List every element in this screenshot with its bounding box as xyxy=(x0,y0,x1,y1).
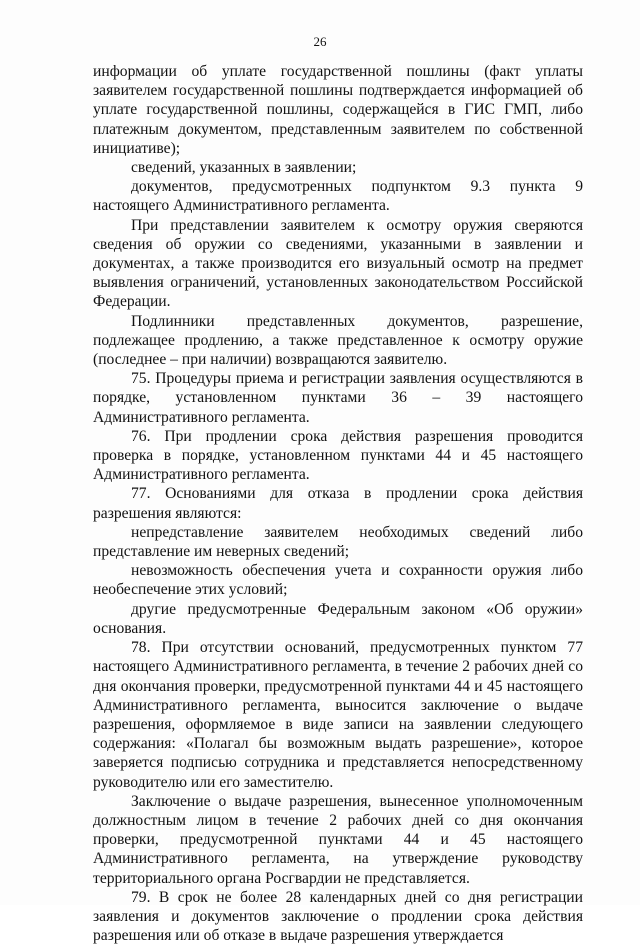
paragraph-payment-info: информации об уплате государственной пошлины (факт уплаты заявителем государственной пошлины подтверждается информацией об уплате государственной пошлины, содержащейся в ГИС ГМП, либо платежным документом, представленным заявителем по собственной инициативе); xyxy=(93,63,583,157)
paragraph-item-75: 75. Процедуры приема и регистрации заявления осуществляются в порядке, установленном пунктами 36 – 39 настоящего Административного регламента. xyxy=(93,370,583,426)
paragraph-refusal-reason-1: непредставление заявителем необходимых сведений либо представление им неверных сведений; xyxy=(93,523,583,561)
paragraph-weapon-inspection: При представлении заявителем к осмотру оружия сверяются сведения об оружии со сведениями, указанными в заявлении и документах, а также производится его визуальный осмотр на предмет выявления ограничений, установленных законодательством Российской Федерации. xyxy=(93,216,583,311)
document-body xyxy=(93,62,583,945)
paragraph-application-info: сведений, указанных в заявлении; xyxy=(131,159,357,177)
paragraph-item-77: 77. Основаниями для отказа в продлении срока действия разрешения являются: xyxy=(93,485,583,522)
paragraph-item-76: 76. При продлении срока действия разрешения проводится проверка в порядке, установленном пунктами 44 и 45 настоящего Административного регламента. xyxy=(93,427,583,484)
page-number: 26 xyxy=(313,34,327,49)
paragraph-refusal-reason-2: невозможность обеспечения учета и сохранности оружия либо необеспечение этих условий; xyxy=(93,562,583,599)
paragraph-item-78: 78. При отсутствии оснований, предусмотренных пунктом 77 настоящего Административного регламента, в течение 2 рабочих дней со дня окончания проверки, предусмотренной пунктами 44 и 45 настоящего Административного регламента, выносится заключение о выдаче разрешения, оформляемое в виде записи на заявлении следующего содержания: «Полагал бы возможным выдать разрешение», которое заверяется подписью сотрудника и представляется непосредственному руководителю или его заместителю. xyxy=(93,639,583,791)
paragraph-refusal-reason-3: другие предусмотренные Федеральным законом «Об оружии» основания. xyxy=(93,600,583,637)
paragraph-originals-returned: Подлинники представленных документов, разрешение, подлежащее продлению, а также представленное к осмотру оружие (последнее – при наличии) возвращаются заявителю. xyxy=(93,312,583,369)
paragraph-item-79: 79. В срок не более 28 календарных дней со дня регистрации заявления и документов заключение о продлении срока действия разрешения или об отказе в выдаче разрешения утверждается xyxy=(93,888,583,945)
paragraph-documents: документов, предусмотренных подпунктом 9.3 пункта 9 настоящего Административного регламента. xyxy=(93,178,583,215)
paragraph-conclusion: Заключение о выдаче разрешения, вынесенное уполномоченным должностным лицом в течение 2 рабочих дней со дня окончания проверки, предусмотренной пунктами 44 и 45 настоящего Административного регламента, на утверждение руководству территориального органа Росгвардии не представляется. xyxy=(93,792,583,887)
